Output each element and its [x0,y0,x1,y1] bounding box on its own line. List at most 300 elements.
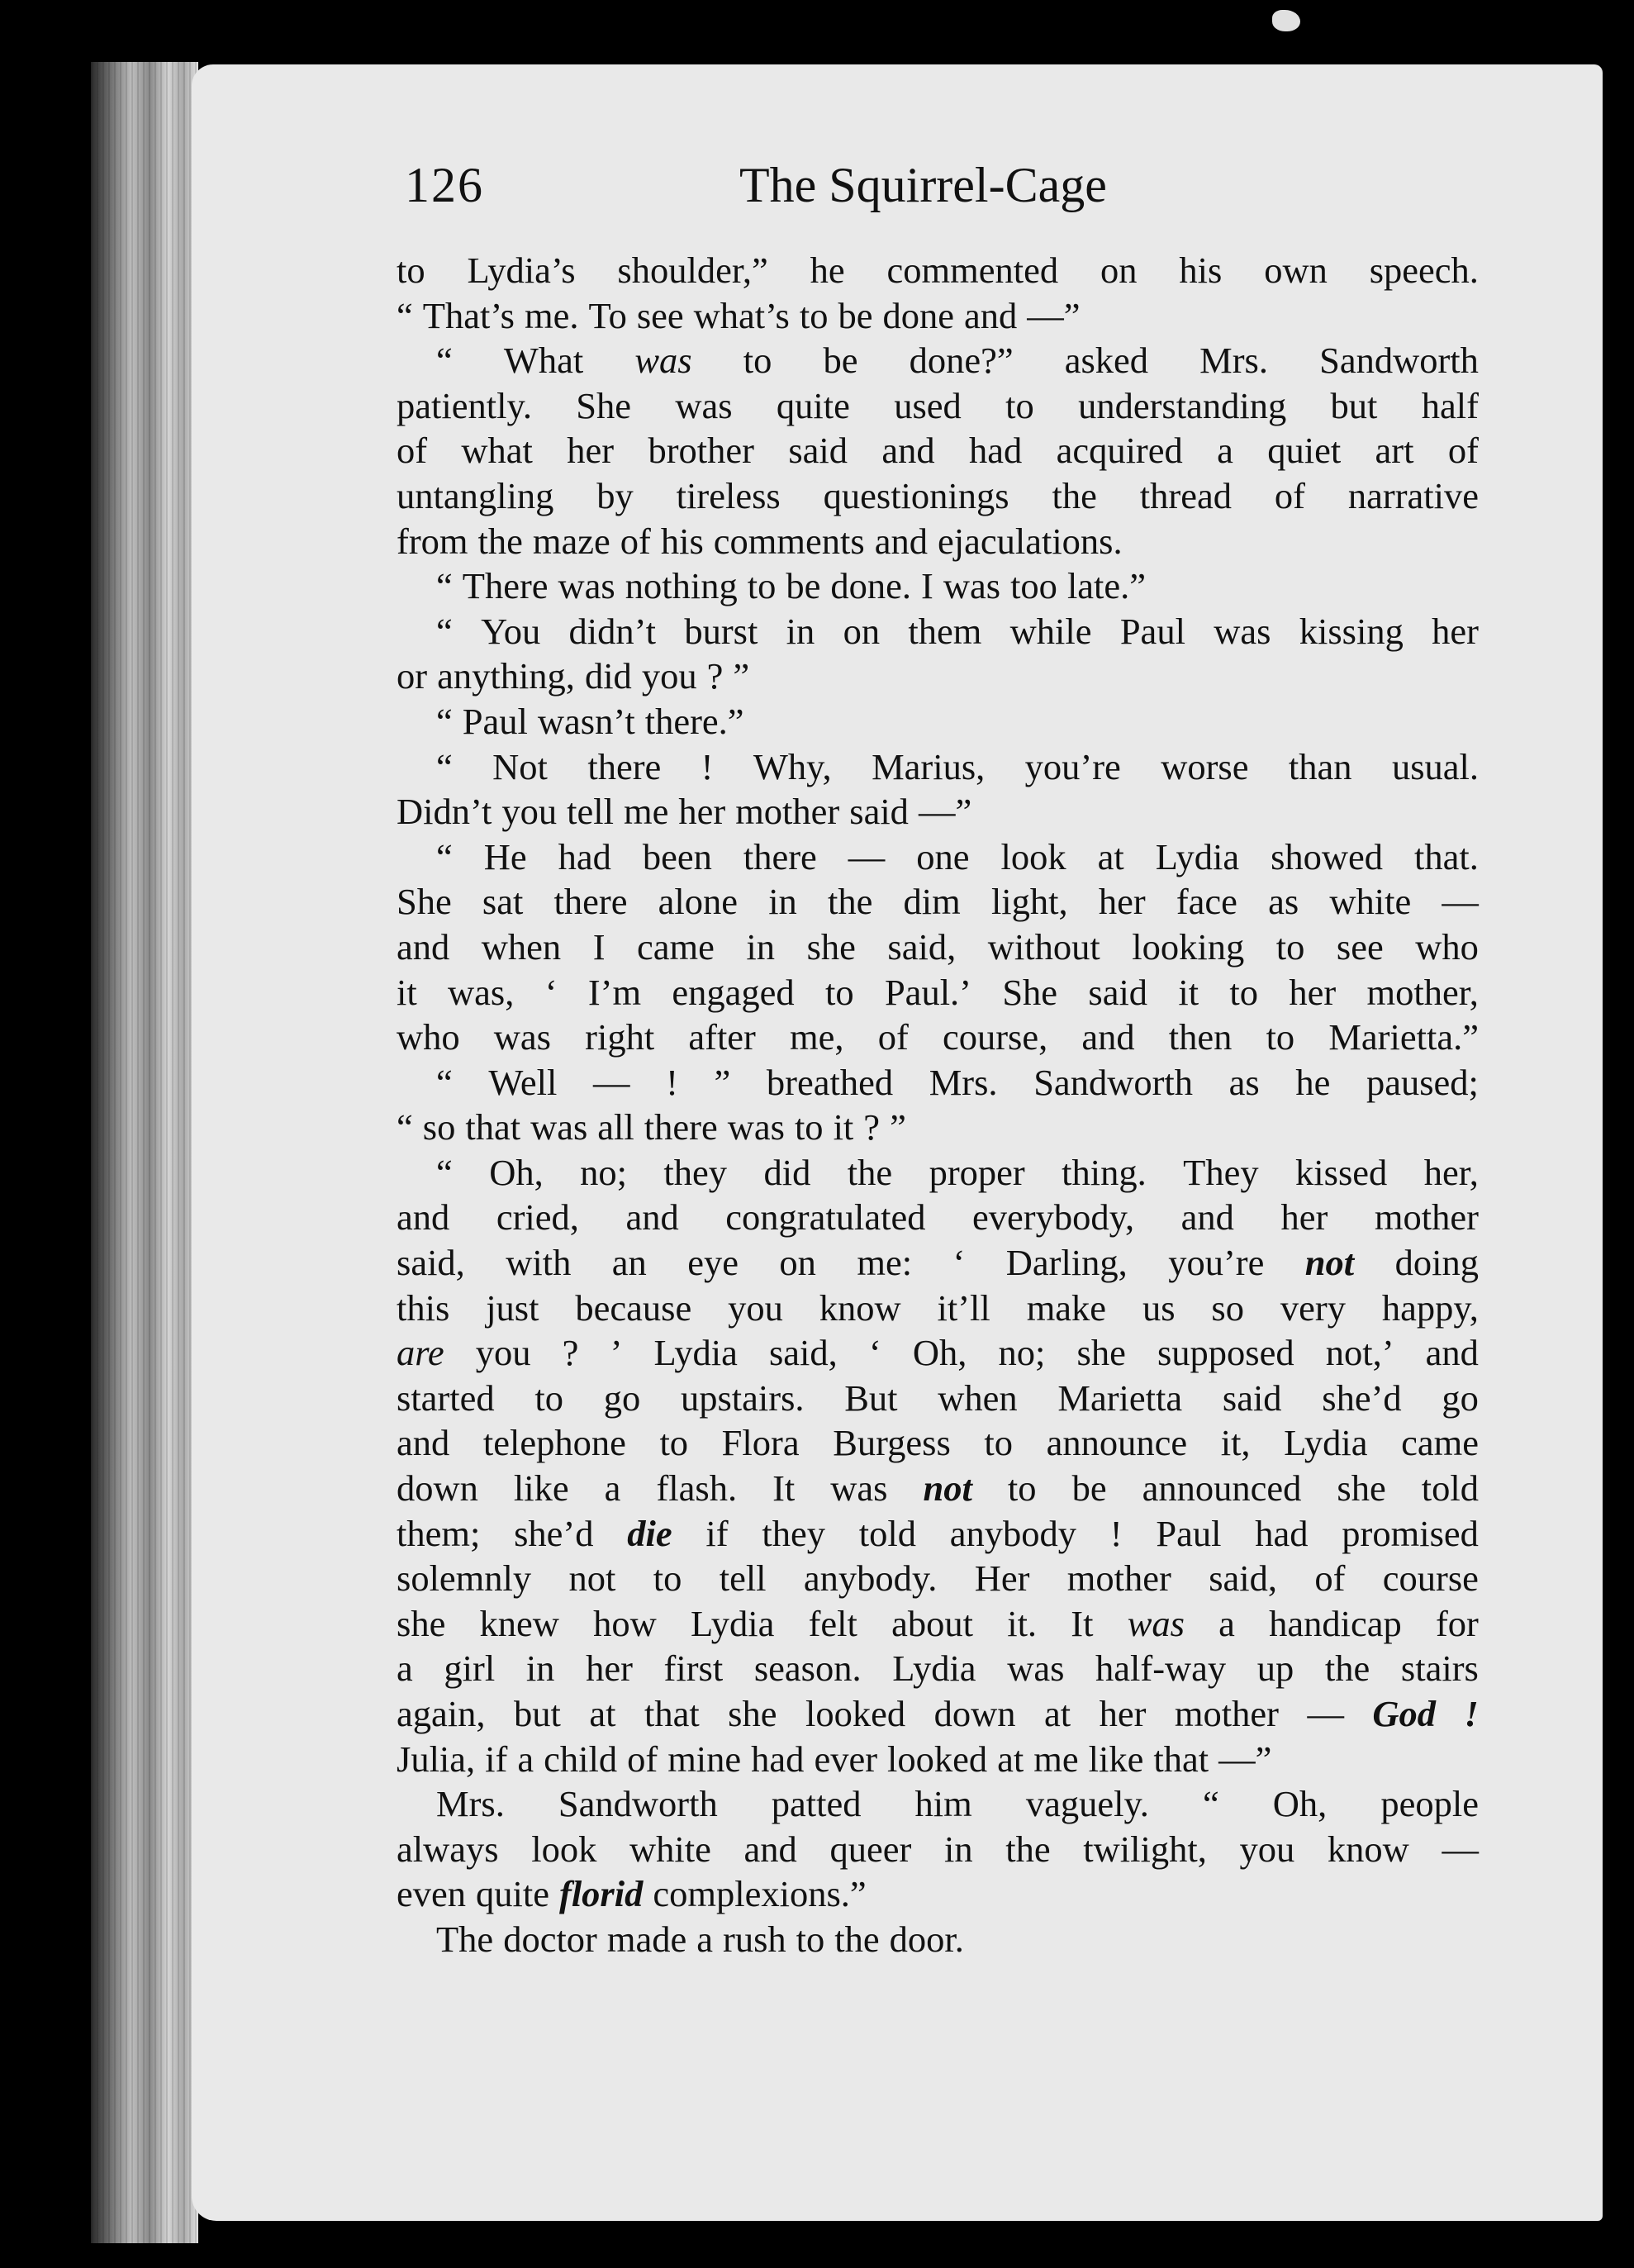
word: —” [1027,294,1081,336]
word: tireless [676,474,781,516]
word: “ [436,610,453,652]
word: anybody [949,1512,1077,1554]
word: die [627,1512,672,1554]
word: and [397,1422,450,1464]
word: “ [436,745,453,787]
word: nothing [625,565,738,607]
word: that [1153,1738,1209,1780]
text-line [397,699,1479,744]
word: a [1217,430,1233,472]
word: had [968,430,1023,472]
word: said, [397,1242,465,1284]
word: Well [488,1061,558,1103]
word: to [796,1918,825,1960]
word: white [629,1828,711,1870]
word: this [397,1286,450,1329]
text-line [397,744,1479,790]
word: people [1380,1783,1479,1825]
word: on [779,1242,816,1284]
word: or [397,655,428,697]
word: Darling, [1005,1242,1128,1284]
word: of [1447,430,1479,472]
word: then [1168,1016,1233,1058]
word: congratulated [725,1196,926,1239]
word: Sandworth [1319,340,1479,382]
word: Lydia’s [467,250,576,291]
word: upstairs. [680,1376,805,1419]
word: you [475,1332,531,1374]
word: ejaculations. [937,520,1123,562]
word: shoulder,” [617,250,768,291]
word: her [1098,881,1146,923]
word: they [663,1151,728,1193]
word: while [1009,610,1092,652]
word: eye [687,1242,739,1284]
word: “ [397,1106,413,1148]
word: it’ll [937,1286,990,1329]
word: That’s [422,294,515,336]
word: that. [1414,835,1479,877]
word: an [611,1242,647,1284]
word: florid [559,1873,644,1915]
word: there [743,835,817,877]
word: vaguely. [1025,1783,1149,1825]
word: sat [482,881,524,923]
word: — [1442,881,1479,923]
word: the [847,1151,893,1193]
word: Lydia [1284,1422,1368,1464]
word: her [586,1648,633,1690]
word: happy, [1381,1286,1479,1329]
word: first [663,1648,724,1690]
word: Burgess [833,1422,951,1464]
word: it [397,971,417,1013]
word: there.” [644,700,744,742]
word: Paul [1119,610,1185,652]
word: white [1329,881,1412,923]
word: that [465,1106,521,1148]
word: thread [1139,474,1232,516]
word: they [762,1512,825,1554]
text-line [397,1827,1479,1872]
word: too [1010,565,1057,607]
word: all [597,1106,634,1148]
word: mother, [1366,971,1479,1013]
word: You [481,610,541,652]
word: be [786,565,821,607]
word: mine [667,1738,742,1780]
word: handicap [1269,1602,1402,1644]
word: and [397,925,450,968]
word: told [858,1512,916,1554]
word: see [1336,925,1384,968]
word: She [397,881,452,923]
word: “ [436,835,453,877]
word: right [585,1016,655,1058]
text-line [397,1105,1479,1150]
word: she’d [1322,1376,1402,1419]
word: mother [1174,1693,1279,1734]
word: the [827,881,873,923]
word: —” [918,791,972,833]
word: “ [1202,1783,1219,1825]
word: Oh, [489,1151,544,1193]
word: because [575,1286,692,1329]
word: worse [1161,745,1249,787]
word: than [1288,745,1352,787]
word: who [397,1016,460,1058]
word: ! [1464,1693,1479,1734]
word: a [1218,1602,1235,1644]
word: came [1401,1422,1479,1464]
word: me, [790,1016,844,1058]
word: see [636,294,684,336]
text-line [397,1511,1479,1557]
word: she [1337,1467,1386,1510]
word: looked [887,1738,988,1780]
word: light, [990,881,1068,923]
word: the [1005,1828,1051,1870]
word: her [1099,1693,1147,1734]
word: brother [648,430,754,472]
word: in [943,1828,973,1870]
word: said, [1209,1557,1278,1600]
word: said [788,430,848,472]
word: there [644,1106,718,1148]
word: she [397,1602,446,1644]
word: usual. [1391,745,1479,787]
word: complexions.” [653,1873,867,1915]
word: Oh, [1272,1783,1328,1825]
word: to [397,250,425,291]
word: so [1211,1286,1244,1329]
text-line [397,428,1479,473]
word: how [593,1602,657,1644]
word: and [625,1196,679,1239]
text-line [397,1691,1479,1737]
word: patiently. [397,384,532,426]
word: of [1274,474,1305,516]
word: them [908,610,982,652]
word: who [1415,925,1479,968]
word: her [1289,971,1337,1013]
word: be [823,340,858,382]
word: showed [1271,835,1384,877]
word: season. [753,1648,862,1690]
word: again, [397,1693,486,1734]
word: by [596,474,634,516]
word: a [696,1918,714,1960]
word: The [436,1918,494,1960]
word: started [397,1376,495,1419]
word: make [1026,1286,1107,1329]
word: to [747,565,777,607]
word: of [1314,1557,1346,1600]
word: Paul [462,700,528,742]
word: ” [733,655,750,697]
word: was [558,565,615,607]
word: to [1007,1467,1037,1510]
word: Didn’t [397,791,492,833]
word: and [874,520,928,562]
word: in [746,925,776,968]
word: I [921,565,933,607]
word: and [743,1828,797,1870]
word: ‘ [952,1242,966,1284]
word: up [1256,1648,1294,1690]
word: after [688,1016,756,1058]
text-line [397,1917,1479,1962]
word: are [397,1332,444,1374]
word: was [943,565,1001,607]
word: told [1421,1467,1479,1510]
word: it, [1220,1422,1251,1464]
word: knew [479,1602,559,1644]
word: Mrs. [436,1783,505,1825]
word: Why, [753,745,832,787]
scan-speck [1272,10,1300,31]
word: what’s [693,294,790,336]
word: acquired [1056,430,1183,472]
word: dim [903,881,961,923]
word: was [1007,1648,1065,1690]
word: a [517,1738,534,1780]
word: Lydia [691,1602,775,1644]
word: mother [1066,1557,1171,1600]
text-line [397,1060,1479,1105]
word: announced [1142,1467,1302,1510]
word: commented [886,250,1059,291]
word: you [728,1286,783,1329]
word: not,’ [1325,1332,1394,1374]
word: one [916,835,970,877]
text-line [397,293,1479,339]
word: half [1421,384,1479,426]
word: when [481,925,562,968]
word: comments [713,520,865,562]
word: to [794,1106,824,1148]
word: did [763,1151,811,1193]
word: me [623,791,669,833]
word: “ [436,340,453,382]
word: if [485,1738,508,1780]
word: at [1043,1693,1071,1734]
word: To [588,294,627,336]
word: to [799,294,829,336]
word: no; [580,1151,627,1193]
word: you’re [1168,1242,1265,1284]
text-line [397,1737,1479,1782]
word: alone [658,881,739,923]
word: he [810,250,845,291]
word: you [501,791,558,833]
word: a [397,1648,413,1690]
word: kissed [1295,1151,1388,1193]
text-line [397,1376,1479,1421]
word: there [553,881,628,923]
word: doing [1394,1242,1479,1284]
word: engaged [672,971,795,1013]
word: to [743,340,772,382]
word: looking [1132,925,1245,968]
word: done. [830,565,912,607]
word: said, [768,1332,838,1374]
word: said, [887,925,957,968]
word: at [589,1693,616,1734]
word: it [1178,971,1199,1013]
text-line [397,1150,1479,1196]
word: very [1280,1286,1346,1329]
word: her [567,430,615,472]
word: when [938,1376,1018,1419]
word: She [576,384,632,426]
word: quite [476,1873,549,1915]
word: telephone [482,1422,626,1464]
word: like [1088,1738,1144,1780]
word: door. [889,1918,964,1960]
word: looked [805,1693,906,1734]
word: untangling [397,474,554,516]
word: rush [723,1918,786,1960]
word: — [1307,1693,1344,1734]
word: she [1076,1332,1126,1374]
word: — [592,1061,630,1103]
word: she [806,925,856,968]
word: felt [808,1602,857,1644]
word: own [1264,250,1328,291]
word: anything, [437,655,575,697]
word: and [1180,1196,1234,1239]
word: —” [1218,1738,1272,1780]
word: anybody. [803,1557,938,1600]
word: he [1295,1061,1331,1103]
word: as [1228,1061,1260,1103]
word: to [984,1422,1013,1464]
word: not [1304,1242,1355,1284]
text-line [397,1240,1479,1286]
word: to [1229,971,1259,1013]
word: said [1222,1376,1282,1419]
word: had [751,1738,805,1780]
word: Mrs. [1199,340,1268,382]
word: patted [771,1783,862,1825]
word: There [462,565,549,607]
text-line [397,654,1479,699]
word: and [1425,1332,1479,1374]
word: questionings [823,474,1009,516]
word: was [1214,610,1271,652]
running-title: The Squirrel-Cage [739,158,1107,212]
text-line [397,563,1479,609]
word: Paul.’ [884,971,971,1013]
right-shadow [1603,50,1634,2231]
word: even [397,1873,467,1915]
word: but [513,1693,561,1734]
word: half-way [1095,1648,1227,1690]
text-line [397,1556,1479,1601]
text-line [397,789,1479,834]
word: and [397,1196,450,1239]
word: the [834,1918,880,1960]
word: said [1088,971,1148,1013]
word: ever [814,1738,878,1780]
word: in [786,610,815,652]
word: but [1330,384,1378,426]
word: his [1179,250,1223,291]
word: — [1442,1828,1479,1870]
word: didn’t [568,610,657,652]
word: was [530,1106,588,1148]
word: the [477,520,523,562]
word: made [606,1918,687,1960]
word: to [659,1422,689,1464]
word: Oh, [912,1332,967,1374]
word: It [772,1467,796,1510]
word: them; [397,1512,481,1554]
word: Mrs. [929,1061,998,1103]
text-line [397,879,1479,925]
word: as [1268,881,1299,923]
word: “ [436,1151,453,1193]
word: done?” [909,340,1014,382]
word: know [1327,1828,1409,1870]
word: us [1142,1286,1176,1329]
word: ? [562,1332,579,1374]
text-line [397,1601,1479,1647]
text-line [397,970,1479,1015]
word: that [644,1693,700,1734]
text-line [397,834,1479,880]
word: at [1097,835,1124,877]
word: look [531,1828,597,1870]
word: doctor [503,1918,597,1960]
word: tell [567,791,614,833]
word: Marietta.” [1328,1016,1479,1058]
word: was [493,1016,552,1058]
word: and [1081,1016,1135,1058]
word: it. [1007,1602,1038,1644]
word: to [1275,925,1305,968]
word: Julia, [397,1738,476,1780]
word: just [486,1286,539,1329]
word: thing. [1062,1151,1147,1193]
word: know [819,1286,901,1329]
word: understanding [1078,384,1287,426]
word: Sandworth [1033,1061,1194,1103]
word: ! [666,1061,678,1103]
text-line [397,383,1479,429]
word: her [1280,1196,1328,1239]
word: “ [436,1061,453,1103]
word: said [849,791,909,833]
word: had [558,835,611,877]
word: ‘ [544,971,558,1013]
word: like [513,1467,569,1510]
word: God [1372,1693,1437,1734]
word: supposed [1157,1332,1294,1374]
word: Marius, [872,745,986,787]
word: and [881,430,935,472]
word: Her [974,1557,1030,1600]
text-line [397,925,1479,970]
word: her [1432,610,1479,652]
word: on [843,610,881,652]
word: on [1100,250,1138,291]
word: in [525,1648,555,1690]
text-line [397,1646,1479,1691]
word: breathed [766,1061,894,1103]
word: ” [890,1106,906,1148]
